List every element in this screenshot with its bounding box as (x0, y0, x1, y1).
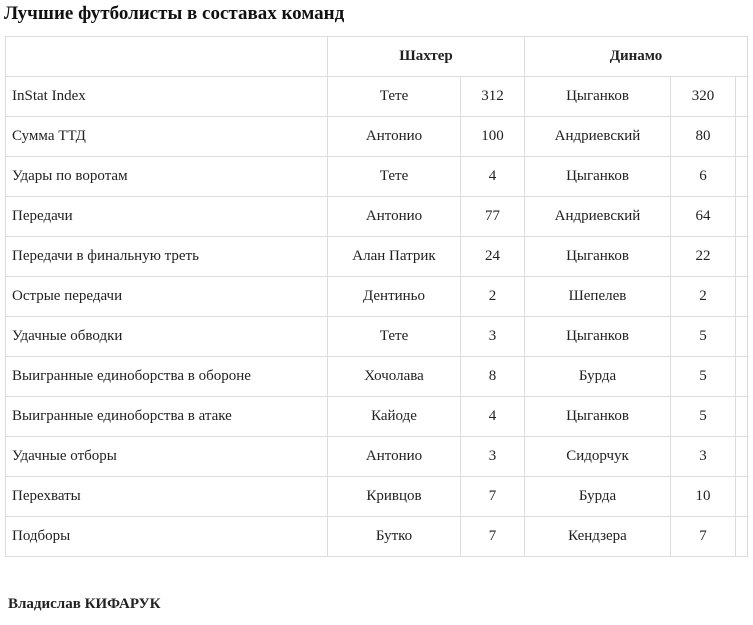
table-edge-cell (736, 237, 748, 277)
table-edge-cell (736, 197, 748, 237)
stat-label: Выигранные единоборства в атаке (6, 397, 328, 437)
team1-player: Бутко (328, 517, 461, 557)
table-edge-cell (736, 77, 748, 117)
stat-label: Выигранные единоборства в обороне (6, 357, 328, 397)
table-row (6, 317, 748, 357)
team1-value: 4 (461, 397, 525, 437)
team1-value: 100 (461, 117, 525, 157)
stat-label: Удачные обводки (6, 317, 328, 357)
team2-player: Шепелев (525, 277, 671, 317)
team2-player: Цыганков (525, 317, 671, 357)
team1-player: Тете (328, 317, 461, 357)
team2-value: 6 (671, 157, 736, 197)
stat-label: Передачи в финальную треть (6, 237, 328, 277)
header-team2: Динамо (525, 37, 748, 77)
team2-player: Андриевский (525, 197, 671, 237)
team2-value: 5 (671, 317, 736, 357)
table-edge-cell (736, 317, 748, 357)
team1-value: 312 (461, 77, 525, 117)
team1-value: 2 (461, 277, 525, 317)
table-header-row (6, 37, 748, 77)
stat-label: Удары по воротам (6, 157, 328, 197)
table-row (6, 397, 748, 437)
table-body (6, 77, 748, 557)
table-edge-cell (736, 477, 748, 517)
team1-value: 24 (461, 237, 525, 277)
team1-player: Антонио (328, 197, 461, 237)
table-edge-cell (736, 357, 748, 397)
team2-player: Бурда (525, 477, 671, 517)
team2-value: 10 (671, 477, 736, 517)
team2-player: Цыганков (525, 77, 671, 117)
team1-player: Алан Патрик (328, 237, 461, 277)
table-edge-cell (736, 517, 748, 557)
team1-value: 7 (461, 477, 525, 517)
team2-value: 22 (671, 237, 736, 277)
team1-value: 8 (461, 357, 525, 397)
team2-player: Сидорчук (525, 437, 671, 477)
table-row (6, 197, 748, 237)
team1-player: Тете (328, 157, 461, 197)
team2-value: 64 (671, 197, 736, 237)
team2-player: Цыганков (525, 157, 671, 197)
team1-player: Антонио (328, 437, 461, 477)
author-name: Владислав КИФАРУК (8, 596, 161, 612)
stat-label: Передачи (6, 197, 328, 237)
team2-value: 3 (671, 437, 736, 477)
team1-player: Антонио (328, 117, 461, 157)
table-row (6, 437, 748, 477)
stat-label: Острые передачи (6, 277, 328, 317)
stat-label: Сумма ТТД (6, 117, 328, 157)
table-row (6, 357, 748, 397)
team1-value: 3 (461, 437, 525, 477)
table-edge-cell (736, 437, 748, 477)
team1-player: Кривцов (328, 477, 461, 517)
header-label-cell (6, 37, 328, 77)
table-row (6, 517, 748, 557)
team1-value: 77 (461, 197, 525, 237)
table-row (6, 237, 748, 277)
team2-value: 320 (671, 77, 736, 117)
table-row (6, 477, 748, 517)
team1-player: Кайоде (328, 397, 461, 437)
team2-value: 80 (671, 117, 736, 157)
table-row (6, 277, 748, 317)
team2-value: 7 (671, 517, 736, 557)
table-row (6, 117, 748, 157)
table-edge-cell (736, 277, 748, 317)
stat-label: InStat Index (6, 77, 328, 117)
team1-value: 4 (461, 157, 525, 197)
team1-value: 7 (461, 517, 525, 557)
team1-value: 3 (461, 317, 525, 357)
table-row (6, 157, 748, 197)
team1-player: Хочолава (328, 357, 461, 397)
table-row (6, 77, 748, 117)
table-edge-cell (736, 397, 748, 437)
team2-player: Кендзера (525, 517, 671, 557)
team1-player: Тете (328, 77, 461, 117)
team2-player: Бурда (525, 357, 671, 397)
header-team1: Шахтер (328, 37, 525, 77)
page-title: Лучшие футболисты в составах команд (4, 3, 345, 24)
team2-player: Цыганков (525, 397, 671, 437)
team2-player: Андриевский (525, 117, 671, 157)
stat-label: Перехваты (6, 477, 328, 517)
stats-table (5, 36, 748, 557)
stat-label: Удачные отборы (6, 437, 328, 477)
team2-value: 5 (671, 397, 736, 437)
team2-player: Цыганков (525, 237, 671, 277)
team2-value: 2 (671, 277, 736, 317)
team2-value: 5 (671, 357, 736, 397)
team1-player: Дентиньо (328, 277, 461, 317)
table-edge-cell (736, 157, 748, 197)
stat-label: Подборы (6, 517, 328, 557)
table-edge-cell (736, 117, 748, 157)
